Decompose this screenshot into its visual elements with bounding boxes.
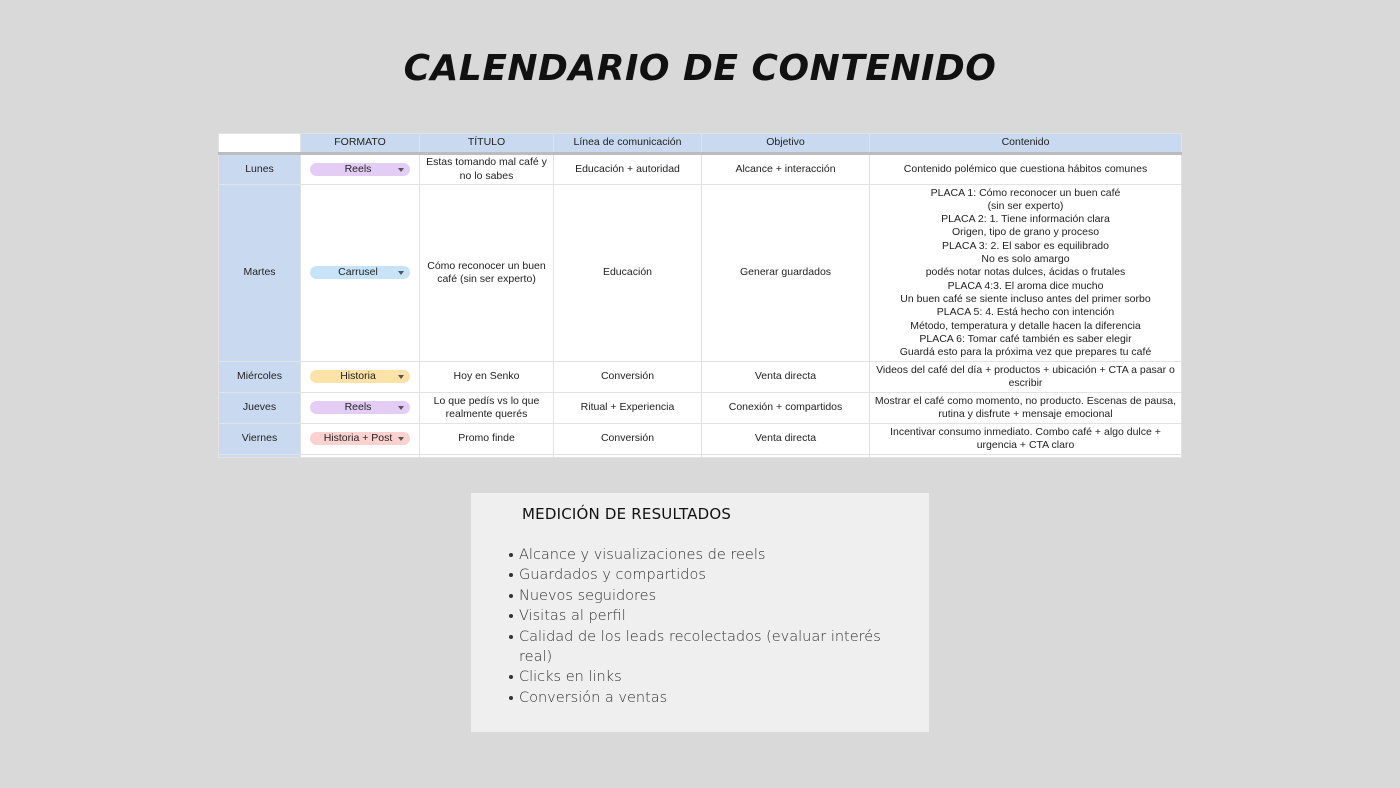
day-cell[interactable]: Jueves <box>219 393 301 424</box>
list-item-label: Guardados y compartidos <box>519 567 706 584</box>
empty-cell[interactable] <box>301 455 420 458</box>
header-contenido[interactable]: Contenido <box>870 134 1182 154</box>
format-cell[interactable] <box>301 362 420 393</box>
header-corner[interactable] <box>219 134 301 154</box>
list-item <box>519 627 914 668</box>
format-cell[interactable] <box>301 154 420 185</box>
list-item <box>519 667 914 687</box>
bullet-icon <box>509 614 513 618</box>
title-cell[interactable]: Lo que pedís vs lo que realmente querés <box>420 393 554 424</box>
list-item <box>519 606 914 626</box>
empty-cell[interactable] <box>702 455 870 458</box>
format-label: Historia + Post <box>323 432 393 445</box>
bullet-icon <box>509 553 513 557</box>
bullet-icon <box>509 635 513 639</box>
header-row <box>219 134 1182 154</box>
bullet-icon <box>509 573 513 577</box>
day-cell[interactable]: Lunes <box>219 154 301 185</box>
content-cell[interactable]: Incentivar consumo inmediato. Combo café + algo dulce + urgencia + CTA claro <box>870 424 1182 455</box>
list-item-label: Conversión a ventas <box>519 689 668 706</box>
header-linea[interactable]: Línea de comunicación <box>554 134 702 154</box>
day-cell[interactable]: Martes <box>219 185 301 362</box>
chevron-down-icon[interactable] <box>398 406 404 410</box>
list-item-label: Clicks en links <box>519 669 622 686</box>
header-formato[interactable]: FORMATO <box>301 134 420 154</box>
line-cell[interactable]: Educación <box>554 185 702 362</box>
format-label: Carrusel <box>338 266 378 279</box>
list-item-label: Visitas al perfil <box>519 608 626 625</box>
day-cell[interactable]: Viernes <box>219 424 301 455</box>
empty-cell[interactable] <box>219 455 301 458</box>
format-dropdown[interactable] <box>310 370 410 383</box>
format-label: Historia <box>340 370 376 383</box>
list-item <box>519 565 914 585</box>
list-item-label: Alcance y visualizaciones de reels <box>519 547 766 563</box>
chevron-down-icon[interactable] <box>398 375 404 379</box>
content-cell[interactable]: Contenido polémico que cuestiona hábitos comunes <box>870 154 1182 185</box>
format-dropdown[interactable] <box>310 266 410 279</box>
calendar-grid <box>218 133 1182 458</box>
content-cell[interactable]: Videos del café del día + productos + ubicación + CTA a pasar o escribir <box>870 362 1182 393</box>
list-item-label: Nuevos seguidores <box>519 587 657 604</box>
table-row <box>219 185 1182 362</box>
content-cell[interactable]: Mostrar el café como momento, no producto. Escenas de pausa, rutina y disfrute + mensaje emocional <box>870 393 1182 424</box>
chevron-down-icon[interactable] <box>398 168 404 172</box>
format-cell[interactable] <box>301 393 420 424</box>
list-item-label: Calidad de los leads recolectados (evaluar interés real) <box>519 628 881 666</box>
format-cell[interactable] <box>301 185 420 362</box>
table-row <box>219 154 1182 185</box>
format-label: Reels <box>344 401 372 414</box>
format-label: Reels <box>344 162 372 175</box>
bullet-icon <box>509 594 513 598</box>
list-item <box>519 545 914 565</box>
objective-cell[interactable]: Alcance + interacción <box>702 154 870 185</box>
list-item <box>519 688 914 708</box>
line-cell[interactable]: Educación + autoridad <box>554 154 702 185</box>
empty-cell[interactable] <box>870 455 1182 458</box>
objective-cell[interactable]: Venta directa <box>702 424 870 455</box>
bullet-icon <box>509 675 513 679</box>
list-item <box>519 586 914 606</box>
title-cell[interactable]: Promo finde <box>420 424 554 455</box>
day-cell[interactable]: Miércoles <box>219 362 301 393</box>
title-cell[interactable]: Cómo reconocer un buen café (sin ser experto) <box>420 185 554 362</box>
format-dropdown[interactable] <box>310 432 410 445</box>
results-title: MEDICIÓN DE RESULTADOS <box>522 505 732 523</box>
empty-cell[interactable] <box>420 455 554 458</box>
chevron-down-icon[interactable] <box>398 437 404 441</box>
title-cell[interactable]: Hoy en Senko <box>420 362 554 393</box>
objective-cell[interactable]: Conexión + compartidos <box>702 393 870 424</box>
objective-cell[interactable]: Venta directa <box>702 362 870 393</box>
table-row <box>219 393 1182 424</box>
results-panel <box>471 493 929 732</box>
chevron-down-icon[interactable] <box>398 271 404 275</box>
line-cell[interactable]: Conversión <box>554 362 702 393</box>
format-cell[interactable] <box>301 424 420 455</box>
title-cell[interactable]: Estas tomando mal café y no lo sabes <box>420 154 554 185</box>
results-list <box>519 545 914 708</box>
empty-row <box>219 455 1182 458</box>
page-title: CALENDARIO DE CONTENIDO <box>403 48 997 89</box>
empty-cell[interactable] <box>554 455 702 458</box>
line-cell[interactable]: Ritual + Experiencia <box>554 393 702 424</box>
table-row <box>219 362 1182 393</box>
objective-cell[interactable]: Generar guardados <box>702 185 870 362</box>
content-cell[interactable]: PLACA 1: Cómo reconocer un buen café (sin ser experto) PLACA 2: 1. Tiene información clara Origen, tipo de grano y proceso PLACA 3: 2. El sabor es equilibrado No es solo amargo podés notar notas dulces, ácidas o frutales PLACA 4:3. El aroma dice mucho Un buen café se siente incluso antes del primer sorbo PLACA 5: 4. Está hecho con intención Método, temperatura y detalle hacen la diferencia PLACA 6: Tomar café también es saber elegir Guardá esto para la próxima vez que prepares tu café <box>870 185 1182 362</box>
format-dropdown[interactable] <box>310 401 410 414</box>
bullet-icon <box>509 696 513 700</box>
format-dropdown[interactable] <box>310 163 410 176</box>
header-titulo[interactable]: TÍTULO <box>420 134 554 154</box>
table-row <box>219 424 1182 455</box>
line-cell[interactable]: Conversión <box>554 424 702 455</box>
content-calendar-table <box>218 133 1181 458</box>
header-objetivo[interactable]: Objetivo <box>702 134 870 154</box>
